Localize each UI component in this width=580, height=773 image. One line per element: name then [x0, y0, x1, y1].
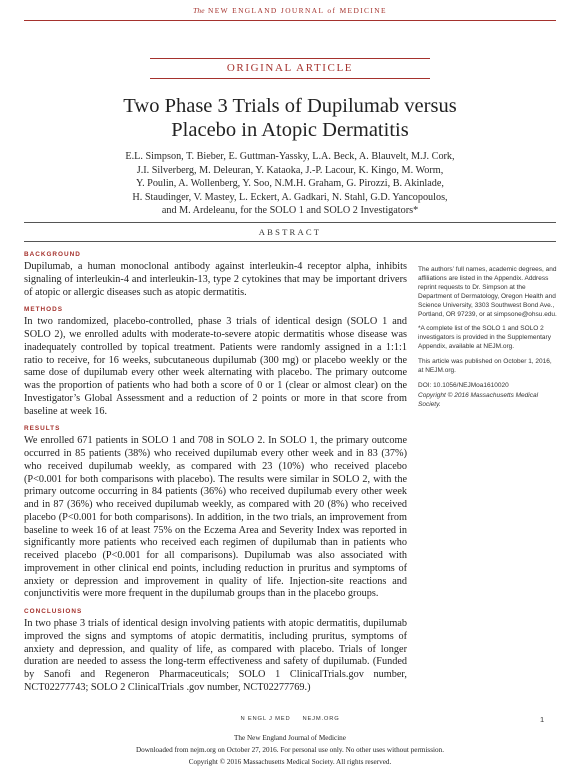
- section-methods: [24, 305, 407, 418]
- author-line: H. Staudinger, V. Mastey, L. Eckert, A. Gadkari, N. Stahl, G.D. Yancopoulos,: [132, 191, 448, 203]
- download-notice-line: The New England Journal of Medicine: [234, 734, 346, 742]
- article-type: ORIGINAL ARTICLE: [226, 62, 354, 74]
- section-heading: CONCLUSIONS: [24, 608, 83, 615]
- abstract-body: [24, 250, 407, 701]
- author-line: J.I. Silverberg, M. Deleuran, Y. Kataoka, J.-P. Lacour, K. Kingo, M. Worm,: [136, 164, 444, 176]
- section-text: Dupilumab, a human monoclonal antibody against interleukin-4 receptor alpha, inhibits signaling of interleukin-4 and interleukin-13, type 2 cytokines that may be important drivers of atopic or allergic diseases such as atopic dermatitis.: [24, 261, 407, 298]
- article-title: [40, 94, 540, 142]
- article-type-rule-bottom: [150, 78, 430, 79]
- abstract-heading: ABSTRACT: [258, 227, 322, 237]
- section-background: [24, 250, 407, 299]
- section-heading: RESULTS: [24, 425, 61, 433]
- download-notice-line: Copyright © 2016 Massachusetts Medical Society. All rights reserved.: [188, 758, 392, 766]
- journal-abbrev: N ENGL J MED NEJM.ORG: [240, 716, 340, 722]
- section-text: We enrolled 671 patients in SOLO 1 and 708 in SOLO 2. In SOLO 1, the primary outcome occurred in 85 patients (38%) who received dupilumab every other week and in 83 (37%) who received dupilumab weekly, as compared with 23 (10%) who received placebo (P<0.001 for both comparisons with placebo). The results were similar in SOLO 2, with the primary outcome occurring in 84 patients (36%) who received dupilumab every other week and in 87 (36%) who received dupilumab weekly, as compared with 20 (8%) who received placebo (P<0.001 for both comparisons). In addition, in the two trials, an improvement from baseline to week 16 of at least 75% on the Eczema Area and Severity Index was reported in significantly more patients who received each regimen of dupilumab than in patients who received placebo (P<0.001 for all comparisons). Dupilumab was also associated with improvement in other clinical end points, including reduction in pruritus and symptoms of anxiety or depression and improvement in quality of life. Injection-site reactions and conjunctivitis were more frequent in the dupilumab groups than in the placebo groups.: [24, 435, 407, 600]
- section-heading: BACKGROUND: [24, 251, 81, 258]
- author-line: and M. Ardeleanu, for the SOLO 1 and SOLO 2 Investigators*: [161, 205, 419, 217]
- header-rule: [24, 20, 556, 21]
- author-line: E.L. Simpson, T. Bieber, E. Guttman-Yassky, L.A. Beck, A. Blauvelt, M.J. Cork,: [125, 151, 455, 162]
- author-list: [68, 150, 512, 218]
- section-text: In two randomized, placebo-controlled, phase 3 trials of identical design (SOLO 1 and SOLO 2), we enrolled adults with moderate-to-severe atopic dermatitis whose disease was inadequately controlled by topical treatment. Patients were randomly assigned in a 1:1:1 ratio to receive, for 16 weeks, subcutaneous dupilumab (300 mg) or placebo weekly or the same dose of dupilumab every other week alternating with placebo. The primary outcome was the proportion of patients who had both a score of 0 or 1 (clear or almost clear) on the Investigator’s Global Assessment and a reduction of 2 points or more in that score from baseline at week 16.: [24, 316, 407, 417]
- abstract-rule-bottom: [24, 241, 556, 242]
- journal-header: [0, 6, 580, 15]
- section-heading: METHODS: [24, 306, 63, 314]
- article-title-line: Placebo in Atopic Dermatitis: [171, 119, 409, 141]
- sidebar-notes: [418, 266, 558, 416]
- journal-footer: [24, 716, 556, 722]
- journal-header-name: NEW ENGLAND JOURNAL of MEDICINE: [208, 6, 387, 15]
- affiliations-note: The authors’ full names, academic degrees, and affiliations are listed in the Appendix. Address reprint requests to Dr. Simpson at the Department of Dermatology, Oregon Health and Science University, 3303 Southwest Bond Ave., Portland, OR 97239, or at simpsone@ohsu.edu.: [418, 266, 557, 318]
- author-line: Y. Poulin, A. Wollenberg, Y. Soo, N.M.H. Graham, G. Pirozzi, B. Akinlade,: [136, 178, 444, 190]
- article-type-rule-top: [150, 58, 430, 59]
- journal-header-the: The: [193, 6, 205, 15]
- abstract-rule-top: [24, 222, 556, 223]
- section-text: In two phase 3 trials of identical design involving patients with atopic dermatitis, dupilumab improved the signs and symptoms of atopic dermatitis, including pruritus, symptoms of anxiety and depression, and quality of life, as compared with placebo. Trials of longer duration are needed to assess the long-term effectiveness and safety of dupilumab. (Funded by Sanofi and Regeneron Pharmaceuticals; SOLO 1 ClinicalTrials.gov number, NCT02277743; SOLO 2 ClinicalTrials .gov number, NCT02277769.): [24, 618, 407, 693]
- article-title-line: Two Phase 3 Trials of Dupilumab versus: [123, 95, 457, 117]
- copyright-note: Copyright © 2016 Massachusetts Medical Society.: [418, 391, 539, 408]
- doi: DOI: 10.1056/NEJMoa1610020: [418, 381, 509, 389]
- section-conclusions: [24, 607, 407, 695]
- page-number: 1: [540, 715, 545, 724]
- download-notice-line: Downloaded from nejm.org on October 27, 2016. For personal use only. No other uses without permission.: [135, 746, 445, 754]
- section-results: [24, 424, 407, 601]
- publication-note: This article was published on October 1, 2016, at NEJM.org.: [418, 358, 552, 375]
- investigators-note: *A complete list of the SOLO 1 and SOLO 2 investigators is provided in the Supplementary Appendix, available at NEJM.org.: [418, 325, 551, 351]
